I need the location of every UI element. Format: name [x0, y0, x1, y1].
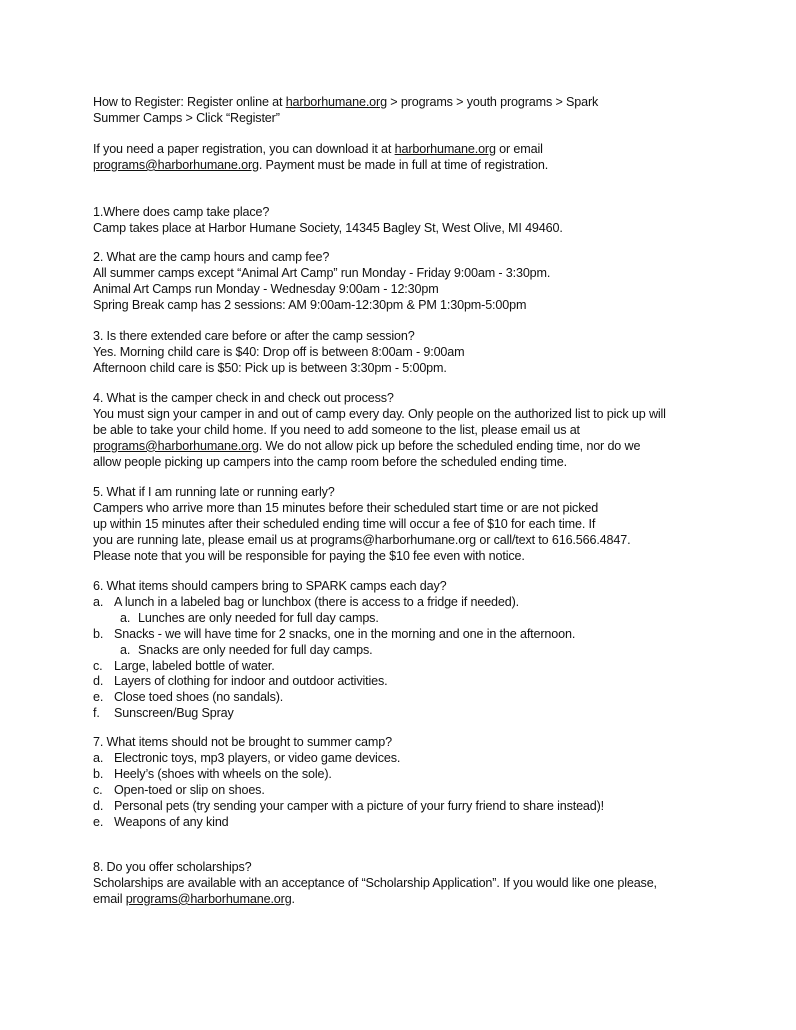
- question-heading: 3. Is there extended care before or after the camp session?: [93, 329, 415, 343]
- list-marker: b.: [93, 626, 104, 641]
- list-marker: a.: [93, 750, 104, 765]
- faq-items-to-bring: [93, 579, 723, 722]
- answer-text: Afternoon child care is $50: Pick up is between 3:30pm - 5:00pm.: [93, 360, 447, 375]
- list-item-text: Open-toed or slip on shoes.: [114, 782, 265, 797]
- sub-list-item: [93, 643, 723, 659]
- list-item-text: Lunches are only needed for full day camps.: [138, 610, 379, 625]
- list-item-text: A lunch in a labeled bag or lunchbox (there is access to a fridge if needed).: [114, 594, 520, 609]
- answer-text: [93, 439, 723, 455]
- list-item-text: Close toed shoes (no sandals).: [114, 690, 284, 705]
- paper-line-1: [93, 142, 723, 158]
- paper-registration: [93, 142, 723, 174]
- register-line-1: [93, 95, 723, 111]
- list-marker: b.: [93, 766, 104, 781]
- register-line-2: Summer Camps > Click “Register”: [93, 110, 280, 125]
- sub-list-item: [93, 611, 723, 627]
- list-marker: d.: [93, 674, 104, 689]
- list-item: [93, 627, 723, 643]
- list-item: [93, 595, 723, 611]
- answer-text: you are running late, please email us at programs@harborhumane.org or call/text to 616.566.4847.: [93, 532, 631, 547]
- list-marker: c.: [93, 658, 103, 673]
- list-item-text: Large, labeled bottle of water.: [114, 658, 275, 673]
- answer-text-end: . We do not allow pick up before the scheduled ending time, nor do we: [258, 438, 641, 453]
- answer-text: Campers who arrive more than 15 minutes before their scheduled start time or are not picked: [93, 500, 599, 515]
- answer-text-end: .: [291, 891, 295, 906]
- list-item-text: Sunscreen/Bug Spray: [114, 706, 234, 721]
- question-heading: 8. Do you offer scholarships?: [93, 860, 252, 874]
- answer-text: [93, 892, 723, 908]
- list-item-text: Personal pets (try sending your camper with a picture of your furry friend to share instead)!: [114, 798, 605, 813]
- payment-note: . Payment must be made in full at time of registration.: [258, 157, 549, 172]
- faq-scholarships: [93, 860, 723, 908]
- faq-extended-care: [93, 329, 723, 377]
- answer-text: You must sign your camper in and out of camp every day. Only people on the authorized list to pick up will: [93, 406, 666, 421]
- answer-text: Scholarships are available with an acceptance of “Scholarship Application”. If you would like one please,: [93, 875, 657, 890]
- paper-line-2: [93, 158, 723, 174]
- register-instructions: [93, 95, 723, 127]
- list-item: [93, 751, 723, 767]
- faq-check-in-out: [93, 391, 723, 471]
- programs-email-link[interactable]: programs@harborhumane.org: [125, 891, 292, 906]
- list-item-text: Layers of clothing for indoor and outdoor activities.: [114, 674, 388, 689]
- list-item: [93, 783, 723, 799]
- question-heading: 6. What items should campers bring to SPARK camps each day?: [93, 579, 447, 593]
- programs-email-link[interactable]: programs@harborhumane.org: [93, 438, 259, 453]
- register-text: How to Register: Register online at: [93, 95, 286, 109]
- list-item: [93, 690, 723, 706]
- list-item-text: Weapons of any kind: [114, 814, 229, 829]
- question-heading: 4. What is the camper check in and check out process?: [93, 391, 394, 405]
- paper-text-end: or email: [495, 142, 543, 156]
- list-item: [93, 674, 723, 690]
- register-path-text: > programs > youth programs > Spark: [386, 95, 599, 109]
- faq-late-early: [93, 485, 723, 565]
- list-item: [93, 815, 723, 831]
- answer-text: Spring Break camp has 2 sessions: AM 9:00am-12:30pm & PM 1:30pm-5:00pm: [93, 297, 527, 312]
- list-marker: a.: [120, 610, 131, 625]
- answer-text: Please note that you will be responsible for paying the $10 fee even with notice.: [93, 548, 525, 563]
- question-heading: 7. What items should not be brought to summer camp?: [93, 735, 392, 749]
- question-heading: 1.Where does camp take place?: [93, 205, 270, 219]
- list-marker: f.: [93, 706, 100, 721]
- harborhumane-link[interactable]: harborhumane.org: [285, 95, 387, 109]
- list-marker: e.: [93, 690, 104, 705]
- question-heading: 5. What if I am running late or running early?: [93, 485, 335, 499]
- faq-items-not-to-bring: [93, 735, 723, 830]
- list-item: [93, 767, 723, 783]
- answer-text: All summer camps except “Animal Art Camp” run Monday - Friday 9:00am - 3:30pm.: [93, 265, 551, 280]
- answer-text: Animal Art Camps run Monday - Wednesday 9:00am - 12:30pm: [93, 281, 439, 296]
- answer-text: be able to take your child home. If you need to add someone to the list, please email us at: [93, 422, 580, 437]
- list-item: [93, 706, 723, 722]
- list-marker: a.: [93, 594, 104, 609]
- list-marker: d.: [93, 798, 104, 813]
- programs-email-link[interactable]: programs@harborhumane.org: [93, 157, 259, 172]
- answer-text: Camp takes place at Harbor Humane Society, 14345 Bagley St, West Olive, MI 49460.: [93, 220, 563, 235]
- list-item: [93, 659, 723, 675]
- faq-location: [93, 205, 723, 237]
- list-item: [93, 799, 723, 815]
- answer-text: up within 15 minutes after their scheduled ending time will occur a fee of $10 for each time. If: [93, 516, 596, 531]
- list-item-text: Snacks - we will have time for 2 snacks, one in the morning and one in the afternoon.: [114, 626, 576, 641]
- question-heading: 2. What are the camp hours and camp fee?: [93, 250, 330, 264]
- list-marker: a.: [120, 642, 131, 657]
- harborhumane-link[interactable]: harborhumane.org: [394, 142, 496, 156]
- answer-text-start: email: [93, 891, 126, 906]
- paper-text: If you need a paper registration, you can download it at: [93, 142, 395, 156]
- list-item-text: Electronic toys, mp3 players, or video game devices.: [114, 750, 401, 765]
- list-item-text: Heely’s (shoes with wheels on the sole).: [114, 766, 332, 781]
- list-marker: e.: [93, 814, 104, 829]
- list-marker: c.: [93, 782, 103, 797]
- list-item-text: Snacks are only needed for full day camps.: [138, 642, 373, 657]
- answer-text: allow people picking up campers into the camp room before the scheduled ending time.: [93, 454, 567, 469]
- answer-text: Yes. Morning child care is $40: Drop off is between 8:00am - 9:00am: [93, 344, 465, 359]
- faq-hours-fee: [93, 250, 723, 314]
